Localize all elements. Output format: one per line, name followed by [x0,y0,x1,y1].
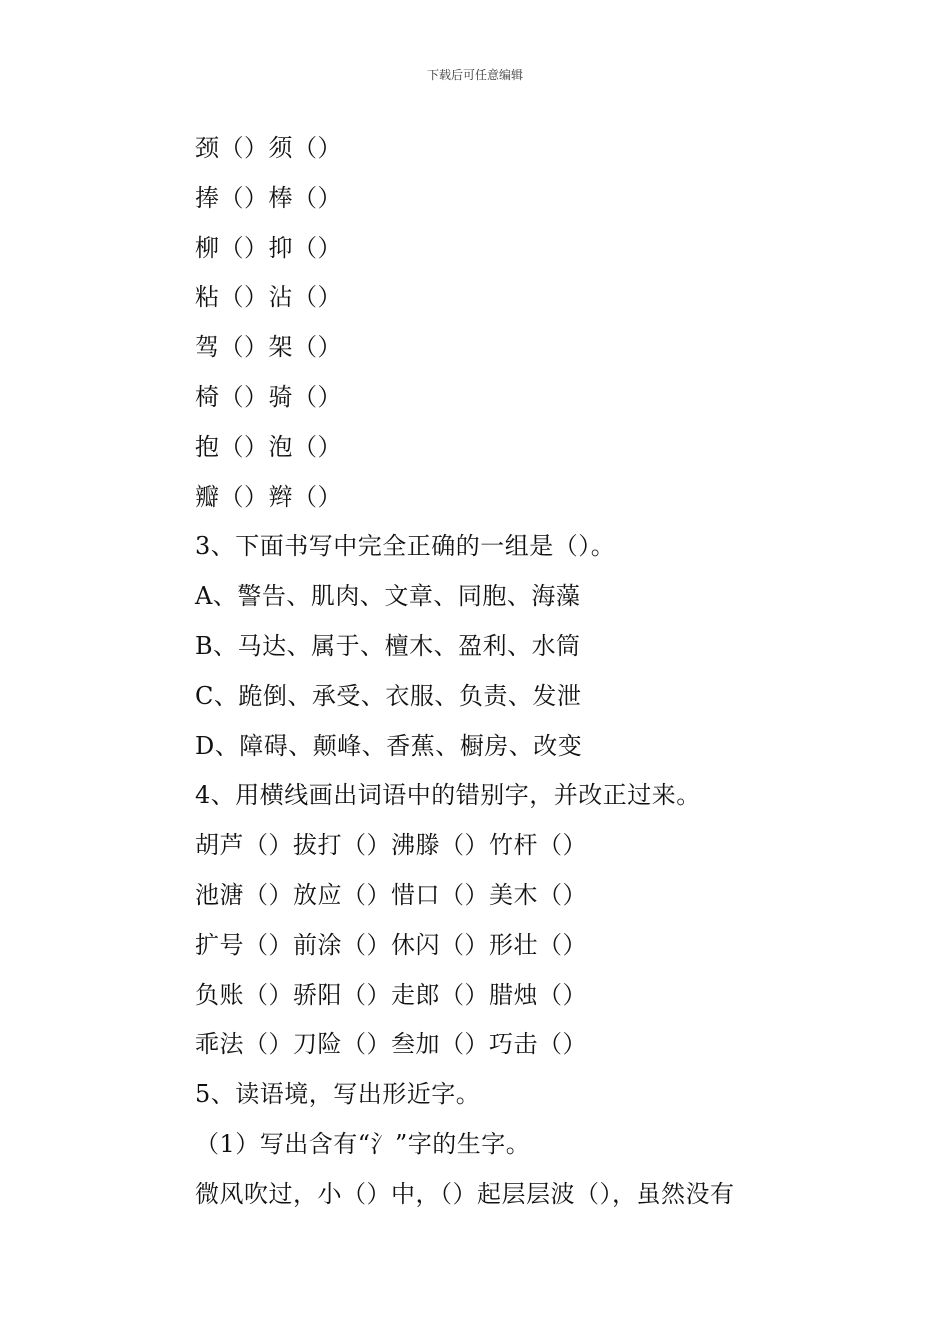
question-3-title: 3、下面书写中完全正确的一组是（）。 [195,532,616,561]
question-5-title: 5、读语境，写出形近字。 [195,1080,481,1109]
text-line: 抱（）泡（） [195,432,342,461]
option-a: A、警告、肌肉、文章、同胞、海藻 [195,582,581,611]
option-b: B、马达、属于、檀木、盈利、水筒 [195,631,581,660]
option-c: C、跪倒、承受、衣服、负责、发泄 [195,681,582,710]
text-line: 捧（）棒（） [195,183,342,212]
question-5-sub-1: （1）写出含有“氵”字的生字。 [195,1129,531,1158]
page-header: 下载后可任意编辑 [426,68,523,82]
text-line: 柳（）抑（） [195,233,342,262]
text-line: 粘（）沾（） [195,283,342,312]
text-line: 驾（）架（） [195,333,342,362]
text-line: 扩号（）前涂（）休闪（）形壮（） [195,930,587,959]
text-line: 微风吹过，小（）中，（）起层层波（），虽然没有 [195,1179,735,1208]
text-line: 瓣（）辫（） [195,482,342,511]
text-line: 颈（）须（） [195,134,342,162]
text-line: 乖法（）刀险（）叁加（）巧击（） [195,1030,587,1059]
document-body [195,128,895,1224]
text-line: 池溏（）放应（）惜口（）美木（） [195,880,587,909]
text-line: 负账（）骄阳（）走郎（）腊烛（） [195,980,587,1009]
text-line: 椅（）骑（） [195,382,342,411]
question-4-title: 4、用横线画出词语中的错别字，并改正过来。 [195,781,701,810]
option-d: D、障碍、颠峰、香蕉、橱房、改变 [195,731,583,760]
text-line: 胡芦（）拔打（）沸滕（）竹杆（） [195,831,587,860]
